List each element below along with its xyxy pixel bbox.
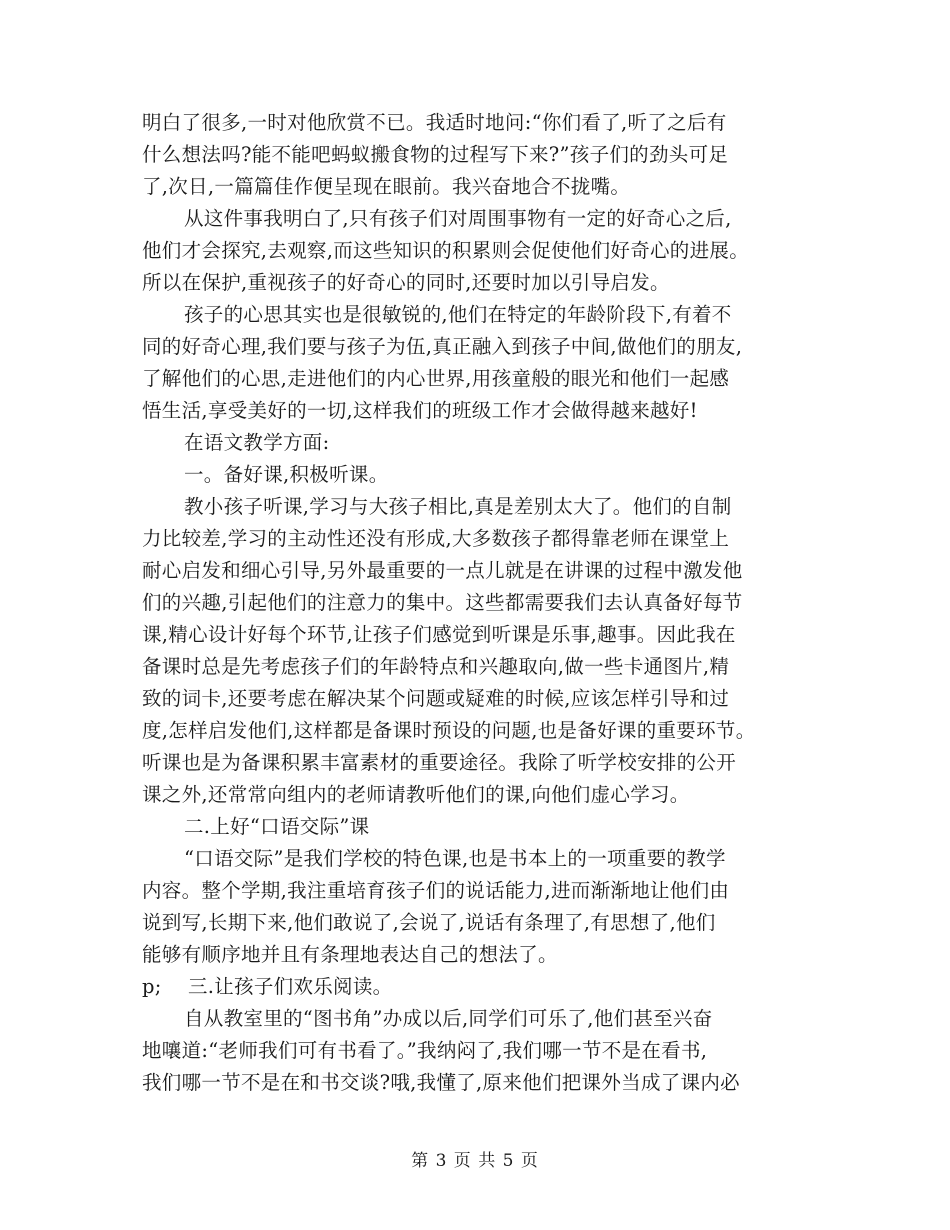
- section-heading: 在语文教学方面:: [184, 431, 330, 454]
- text-line: 内容。整个学期,我注重培育孩子们的说话能力,进而渐渐地让他们由: [142, 879, 730, 902]
- section-heading: 二.上好“口语交际”课: [184, 815, 370, 838]
- text-line: 孩子的心思其实也是很敏锐的,他们在特定的年龄阶段下,有着不: [184, 303, 732, 326]
- section-heading: p; 三.让孩子们欢乐阅读。: [142, 975, 393, 998]
- text-line: 地嚷道:“老师我们可有书看了。”我纳闷了,我们哪一节不是在看书,: [142, 1039, 708, 1062]
- text-line: 度,怎样启发他们,这样都是备课时预设的问题,也是备好课的重要环节。: [142, 719, 756, 742]
- text-line: 从这件事我明白了,只有孩子们对周围事物有一定的好奇心之后,: [184, 207, 732, 230]
- text-line: 能够有顺序地并且有条理地表达自己的想法了。: [142, 943, 558, 966]
- text-line: “口语交际”是我们学校的特色课,也是书本上的一项重要的教学: [184, 847, 726, 870]
- text-line: 听课也是为备课积累丰富素材的重要途径。我除了听学校安排的公开: [142, 751, 737, 774]
- text-line: 明白了很多,一时对他欣赏不已。我适时地问:“你们看了,听了之后有: [142, 111, 727, 134]
- text-line: 课之外,还常常向组内的老师请教听他们的课,向他们虚心学习。: [142, 783, 690, 806]
- text-line: 自从教室里的“图书角”办成以后,同学们可乐了,他们甚至兴奋: [184, 1007, 713, 1030]
- text-line: 课,精心设计好每个环节,让孩子们感觉到听课是乐事,趣事。因此我在: [142, 623, 736, 646]
- page-number-footer: 第 3 页 共 5 页: [411, 1151, 539, 1171]
- text-line: 了解他们的心思,走进他们的内心世界,用孩童般的眼光和他们一起感: [142, 367, 730, 390]
- text-line: 我们哪一节不是在和书交谈?哦,我懂了,原来他们把课外当成了课内必: [142, 1071, 740, 1094]
- text-line: 同的好奇心理,我们要与孩子为伍,真正融入到孩子中间,做他们的朋友,: [142, 335, 743, 358]
- text-line: 备课时总是先考虑孩子们的年龄特点和兴趣取向,做一些卡通图片,精: [142, 655, 730, 678]
- text-line: 力比较差,学习的主动性还没有形成,大多数孩子都得靠老师在课堂上: [142, 527, 730, 550]
- text-line: 悟生活,享受美好的一切,这样我们的班级工作才会做得越来越好!: [142, 399, 698, 422]
- text-line: 他们才会探究,去观察,而这些知识的积累则会促使他们好奇心的进展。: [142, 239, 749, 262]
- text-line: 们的兴趣,引起他们的注意力的集中。这些都需要我们去认真备好每节: [142, 591, 743, 614]
- text-line: 了,次日,一篇篇佳作便呈现在眼前。我兴奋地合不拢嘴。: [142, 175, 631, 198]
- text-line: 什么想法吗?能不能吧蚂蚁搬食物的过程写下来?”孩子们的劲头可足: [142, 143, 729, 166]
- text-line: 耐心启发和细心引导,另外最重要的一点儿就是在讲课的过程中激发他: [142, 559, 743, 582]
- text-line: 所以在保护,重视孩子的好奇心的同时,还要时加以引导启发。: [142, 271, 670, 294]
- text-line: 致的词卡,还要考虑在解决某个问题或疑难的时候,应该怎样引导和过: [142, 687, 730, 710]
- text-line: 教小孩子听课,学习与大孩子相比,真是差别太大了。他们的自制: [184, 495, 732, 518]
- text-line: 说到写,长期下来,他们敢说了,会说了,说话有条理了,有思想了,他们: [142, 911, 716, 934]
- section-heading: 一。备好课,积极听课。: [184, 463, 389, 486]
